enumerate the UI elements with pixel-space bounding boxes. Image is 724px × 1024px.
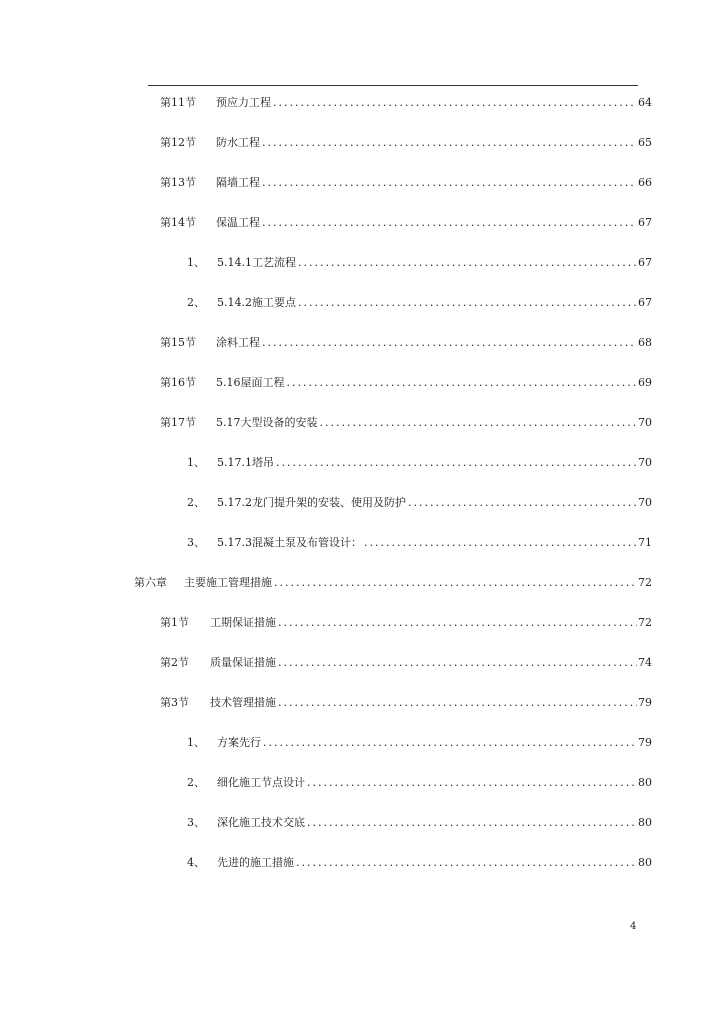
toc-entry-page: 70 [638, 496, 652, 509]
toc-leader-dots [287, 373, 638, 393]
toc-entry-page: 72 [638, 576, 652, 589]
toc-entry-page: 80 [638, 816, 652, 829]
toc-entry[interactable] [160, 413, 652, 433]
toc-entry[interactable] [187, 733, 652, 753]
toc-entry-page: 80 [638, 776, 652, 789]
toc-leader-dots [278, 653, 637, 673]
toc-entry-number: 第14节 [160, 216, 196, 229]
toc-entry-number: 3、 [187, 536, 205, 549]
toc-leader-dots [298, 293, 637, 313]
toc-entry-title: 5.16屋面工程 [216, 376, 285, 389]
toc-entry-number: 第13节 [160, 176, 196, 189]
toc-entry-title: 5.17.3混凝土泵及布管设计： [217, 536, 362, 549]
toc-leader-dots [262, 133, 637, 153]
toc-entry-page: 64 [638, 96, 652, 109]
toc-entry-page: 74 [638, 656, 652, 669]
toc-entry[interactable] [187, 853, 652, 873]
toc-entry-number: 第3节 [160, 696, 189, 709]
toc-entry[interactable] [160, 373, 652, 393]
toc-entry-page: 79 [638, 736, 652, 749]
toc-entry[interactable] [187, 533, 652, 553]
toc-entry-page: 80 [638, 856, 652, 869]
toc-entry-number: 第16节 [160, 376, 196, 389]
toc-leader-dots [278, 693, 637, 713]
toc-entry[interactable] [187, 773, 652, 793]
toc-entry-page: 66 [638, 176, 652, 189]
toc-entry[interactable] [160, 693, 652, 713]
toc-leader-dots [262, 333, 637, 353]
toc-entry-title: 涂料工程 [216, 336, 260, 349]
toc-entry-title: 先进的施工措施 [217, 856, 294, 869]
toc-entry-page: 70 [638, 416, 652, 429]
toc-entry[interactable] [187, 813, 652, 833]
toc-entry-title: 主要施工管理措施 [184, 576, 272, 589]
toc-entry[interactable] [160, 333, 652, 353]
toc-entry-title: 5.17大型设备的安装 [216, 416, 318, 429]
toc-entry-page: 70 [638, 456, 652, 469]
toc-leader-dots [298, 253, 637, 273]
toc-entry-title: 工期保证措施 [210, 616, 276, 629]
toc-entry-number: 第17节 [160, 416, 196, 429]
toc-leader-dots [262, 173, 637, 193]
toc-entry[interactable] [160, 173, 652, 193]
toc-entry-title: 方案先行 [217, 736, 261, 749]
toc-leader-dots [262, 213, 637, 233]
toc-entry-number: 第15节 [160, 336, 196, 349]
toc-entry-number: 第11节 [160, 96, 196, 109]
toc-leader-dots [307, 773, 637, 793]
toc-entry[interactable] [187, 493, 652, 513]
toc-entry[interactable] [187, 253, 652, 273]
toc-entry-number: 2、 [187, 296, 205, 309]
toc-entry-title: 深化施工技术交底 [217, 816, 305, 829]
toc-entry-page: 79 [638, 696, 652, 709]
toc-entry[interactable] [160, 653, 652, 673]
toc-entry-title: 质量保证措施 [210, 656, 276, 669]
toc-entry-title: 5.17.1塔吊 [217, 456, 274, 469]
toc-entry-number: 第1节 [160, 616, 189, 629]
toc-leader-dots [408, 493, 637, 513]
toc-entry-title: 保温工程 [216, 216, 260, 229]
toc-leader-dots [273, 93, 637, 113]
footer-page-number: 4 [630, 921, 637, 932]
toc-chapter-entry[interactable] [134, 573, 652, 593]
toc-entry-title: 5.14.2施工要点 [217, 296, 296, 309]
toc-entry-number: 第六章 [134, 576, 167, 589]
toc-entry-number: 1、 [187, 736, 205, 749]
toc-entry-number: 3、 [187, 816, 205, 829]
toc-entry-title: 预应力工程 [216, 96, 271, 109]
toc-entry-page: 69 [638, 376, 652, 389]
toc-leader-dots [364, 533, 637, 553]
toc-entry[interactable] [187, 293, 652, 313]
toc-entry-title: 5.17.2龙门提升架的安装、使用及防护 [217, 496, 406, 509]
toc-leader-dots [274, 573, 637, 593]
toc-entry-page: 68 [638, 336, 652, 349]
toc-entry-number: 2、 [187, 496, 205, 509]
toc-entry-title: 细化施工节点设计 [217, 776, 305, 789]
toc-entry-title: 隔墙工程 [216, 176, 260, 189]
toc-entry-page: 65 [638, 136, 652, 149]
toc-leader-dots [307, 813, 637, 833]
toc-entry-page: 67 [638, 216, 652, 229]
toc-entry-number: 第12节 [160, 136, 196, 149]
toc-entry-number: 1、 [187, 456, 205, 469]
header-rule [148, 85, 638, 86]
toc-entry-number: 2、 [187, 776, 205, 789]
toc-entry[interactable] [187, 453, 652, 473]
toc-entry[interactable] [160, 213, 652, 233]
toc-leader-dots [263, 733, 637, 753]
toc-entry-number: 第2节 [160, 656, 189, 669]
toc-leader-dots [276, 453, 637, 473]
toc-entry-page: 71 [638, 536, 652, 549]
toc-entry-title: 5.14.1工艺流程 [217, 256, 296, 269]
toc-entry-title: 技术管理措施 [210, 696, 276, 709]
toc-entry-number: 1、 [187, 256, 205, 269]
toc-leader-dots [278, 613, 637, 633]
toc-entry-page: 72 [638, 616, 652, 629]
toc-entry-title: 防水工程 [216, 136, 260, 149]
toc-entry-page: 67 [638, 256, 652, 269]
toc-entry[interactable] [160, 93, 652, 113]
toc-leader-dots [296, 853, 637, 873]
toc-entry-number: 4、 [187, 856, 205, 869]
toc-leader-dots [320, 413, 638, 433]
toc-entry-page: 67 [638, 296, 652, 309]
toc-entry[interactable] [160, 613, 652, 633]
toc-entry[interactable] [160, 133, 652, 153]
